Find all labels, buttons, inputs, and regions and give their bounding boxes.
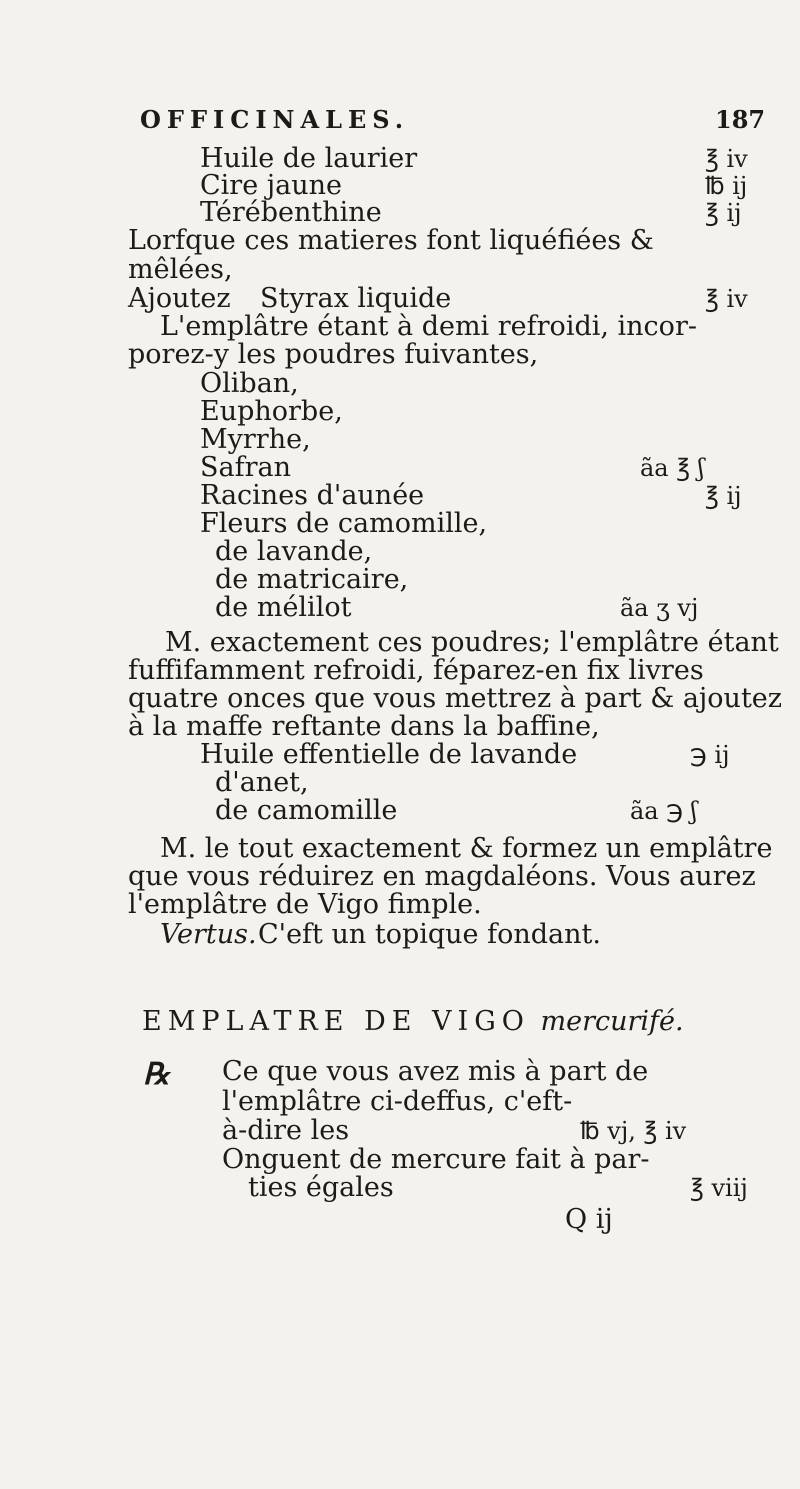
instruction-line: quatre onces que vous mettrez à part & ajoutez bbox=[128, 683, 782, 714]
instruction-line: M. exactement ces poudres; l'emplâtre étant bbox=[165, 627, 779, 658]
instruction-line: L'emplâtre étant à demi refroidi, incor- bbox=[160, 311, 697, 342]
instruction-line: M. le tout exactement & formez un emplâtre bbox=[160, 833, 773, 864]
page-number: 187 bbox=[715, 105, 766, 134]
ingredient-name: de camomille bbox=[215, 795, 398, 826]
signature-mark: Q ij bbox=[565, 1204, 613, 1235]
section-title-italic: mercurifé. bbox=[540, 1006, 684, 1037]
ingredient-dose: ℥ ij bbox=[705, 199, 742, 227]
ingredient-name: Huile effentielle de lavande bbox=[200, 739, 578, 770]
virtues-text: C'eft un topique fondant. bbox=[258, 919, 601, 950]
instruction-line: Ce que vous avez mis à part de bbox=[222, 1056, 649, 1087]
ingredient-dose: ℈ ij bbox=[690, 741, 730, 769]
section-title-caps: EMPLATRE DE VIGO bbox=[142, 1006, 530, 1037]
ingredient-name: de mélilot bbox=[215, 592, 352, 623]
virtues-label: Vertus. bbox=[160, 919, 257, 950]
ingredient-name: de matricaire, bbox=[215, 564, 409, 595]
ingredient-name: Oliban, bbox=[200, 368, 299, 399]
instruction-line: Onguent de mercure fait à par- bbox=[222, 1144, 650, 1175]
instruction-line: Lorfque ces matieres font liquéfiées & bbox=[128, 225, 654, 256]
ingredient-dose: ãa ʒ vj bbox=[620, 594, 699, 622]
instruction-line: à la maffe reftante dans la baffine, bbox=[128, 711, 600, 742]
ingredient-dose: ãa ℈ ʃ bbox=[630, 797, 698, 825]
instruction-line: que vous réduirez en magdaléons. Vous aurez bbox=[128, 861, 756, 892]
ingredient-name: Myrrhe, bbox=[200, 424, 311, 455]
ingredient-name: Térébenthine bbox=[200, 197, 382, 228]
instruction-line: l'emplâtre ci-deffus, c'eft- bbox=[222, 1086, 573, 1117]
ingredient-name: Fleurs de camomille, bbox=[200, 508, 488, 539]
ingredient-name: Racines d'aunée bbox=[200, 480, 425, 511]
section-title bbox=[142, 1008, 684, 1035]
ingredient-name: Huile de laurier bbox=[200, 143, 418, 174]
ingredient-dose: ℥ viij bbox=[690, 1174, 748, 1202]
running-title: OFFICINALES. bbox=[140, 105, 410, 134]
ingredient-dose: ℔ ij bbox=[705, 172, 748, 200]
instruction-line: mêlées, bbox=[128, 254, 233, 285]
ingredient-dose: ℔ vj, ℥ iv bbox=[580, 1117, 687, 1145]
ingredient-name: Safran bbox=[200, 452, 291, 483]
recipe-symbol: ℞ bbox=[143, 1057, 170, 1092]
instruction-line: l'emplâtre de Vigo fimple. bbox=[128, 889, 482, 920]
instruction-line: à-dire les bbox=[222, 1115, 350, 1146]
add-word: Ajoutez bbox=[128, 283, 231, 314]
ingredient-name: Styrax liquide bbox=[260, 283, 452, 314]
ingredient-name: Cire jaune bbox=[200, 170, 342, 201]
ingredient-dose: ãa ℥ ʃ bbox=[640, 454, 705, 482]
ingredient-name: Euphorbe, bbox=[200, 396, 343, 427]
ingredient-dose: ℥ ij bbox=[705, 482, 742, 510]
ingredient-dose: ℥ iv bbox=[705, 145, 748, 173]
instruction-line: porez-y les poudres fuivantes, bbox=[128, 339, 539, 370]
ingredient-name: d'anet, bbox=[215, 767, 309, 798]
instruction-line: ties égales bbox=[248, 1172, 394, 1203]
ingredient-dose: ℥ iv bbox=[705, 285, 748, 313]
ingredient-name: de lavande, bbox=[215, 536, 373, 567]
instruction-line: fuffifamment refroidi, féparez-en fix livres bbox=[128, 655, 704, 686]
